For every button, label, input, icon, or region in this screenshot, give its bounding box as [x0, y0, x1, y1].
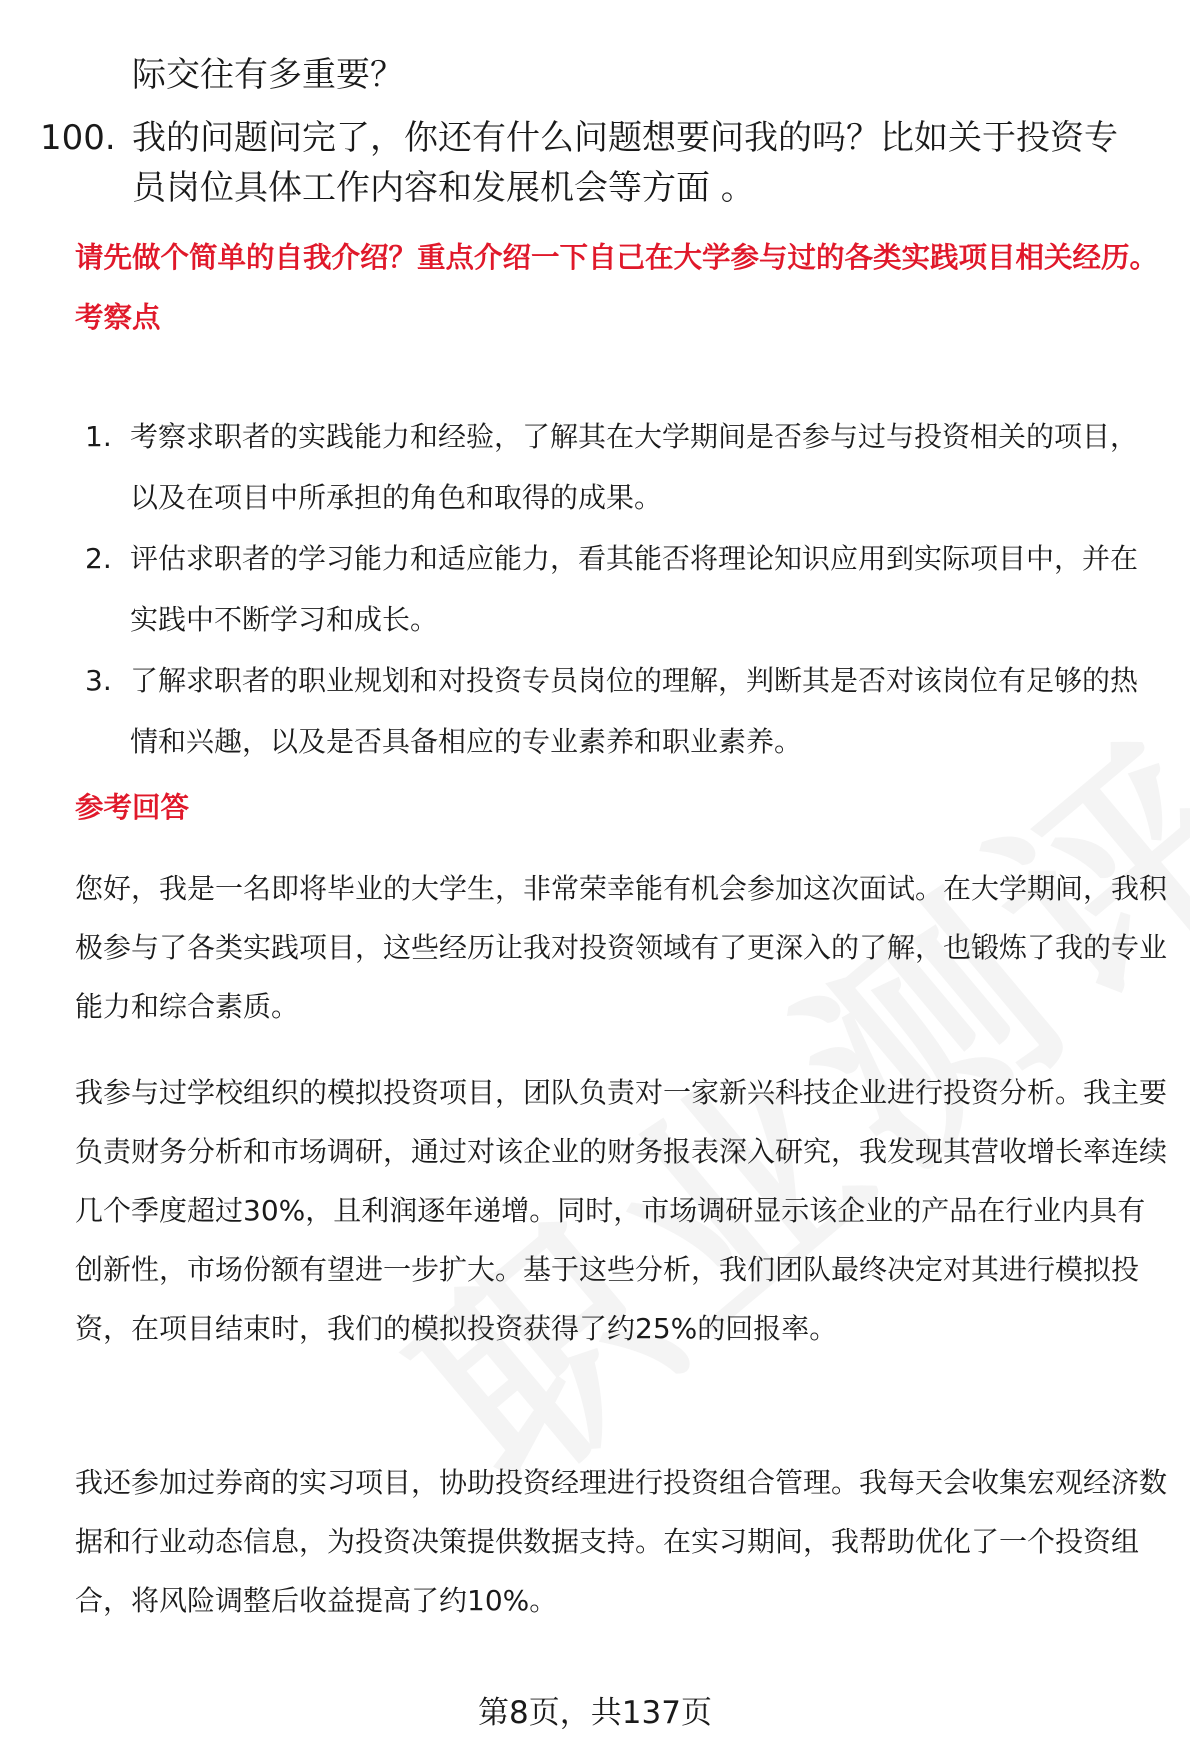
page-number: 第8页，共137页 [478, 1695, 712, 1731]
point-number: 1. [85, 420, 112, 453]
question-text: 我的问题问完了，你还有什么问题想要问我的吗？比如关于投资专员岗位具体工作内容和发展机会等方面 。 [132, 118, 1118, 208]
point-text: 评估求职者的学习能力和适应能力，看其能否将理论知识应用到实际项目中，并在实践中不断学习和成长。 [130, 542, 1139, 636]
assessment-point [85, 406, 1165, 528]
question-title: 请先做个简单的自我介绍？重点介绍一下自己在大学参与过的各类实践项目相关经历。 [75, 241, 1159, 274]
assessment-point [85, 650, 1165, 772]
point-text: 了解求职者的职业规划和对投资专员岗位的理解，判断其是否对该岗位有足够的热情和兴趣，以及是否具备相应的专业素养和职业素养。 [130, 664, 1139, 758]
answer-paragraph: 我还参加过券商的实习项目，协助投资经理进行投资组合管理。我每天会收集宏观经济数据和行业动态信息，为投资决策提供数据支持。在实习期间，我帮助优化了一个投资组合，将风险调整后收益提高了约10%。 [75, 1466, 1168, 1617]
question-list-item [40, 113, 1150, 213]
answer-paragraph: 我参与过学校组织的模拟投资项目，团队负责对一家新兴科技企业进行投资分析。我主要负责财务分析和市场调研，通过对该企业的财务报表深入研究，我发现其营收增长率连续几个季度超过30%，且利润逐年递增。同时，市场调研显示该企业的产品在行业内具有创新性，市场份额有望进一步扩大。基于这些分析，我们团队最终决定对其进行模拟投资，在项目结束时，我们的模拟投资获得了约25%的回报率。 [75, 1076, 1168, 1345]
point-number: 3. [85, 664, 112, 697]
previous-question-continuation: 际交往有多重要？ [132, 55, 404, 95]
assessment-point [85, 528, 1165, 650]
answer-paragraph: 您好，我是一名即将毕业的大学生，非常荣幸能有机会参加这次面试。在大学期间，我积极参与了各类实践项目，这些经历让我对投资领域有了更深入的了解，也锻炼了我的专业能力和综合素质。 [75, 872, 1168, 1023]
point-number: 2. [85, 542, 112, 575]
assessment-heading: 考察点 [75, 301, 161, 334]
answer-heading: 参考回答 [75, 791, 190, 824]
question-number: 100. [40, 118, 116, 158]
assessment-points-list [85, 406, 1165, 772]
point-text: 考察求职者的实践能力和经验，了解其在大学期间是否参与过与投资相关的项目，以及在项目中所承担的角色和取得的成果。 [130, 420, 1139, 514]
